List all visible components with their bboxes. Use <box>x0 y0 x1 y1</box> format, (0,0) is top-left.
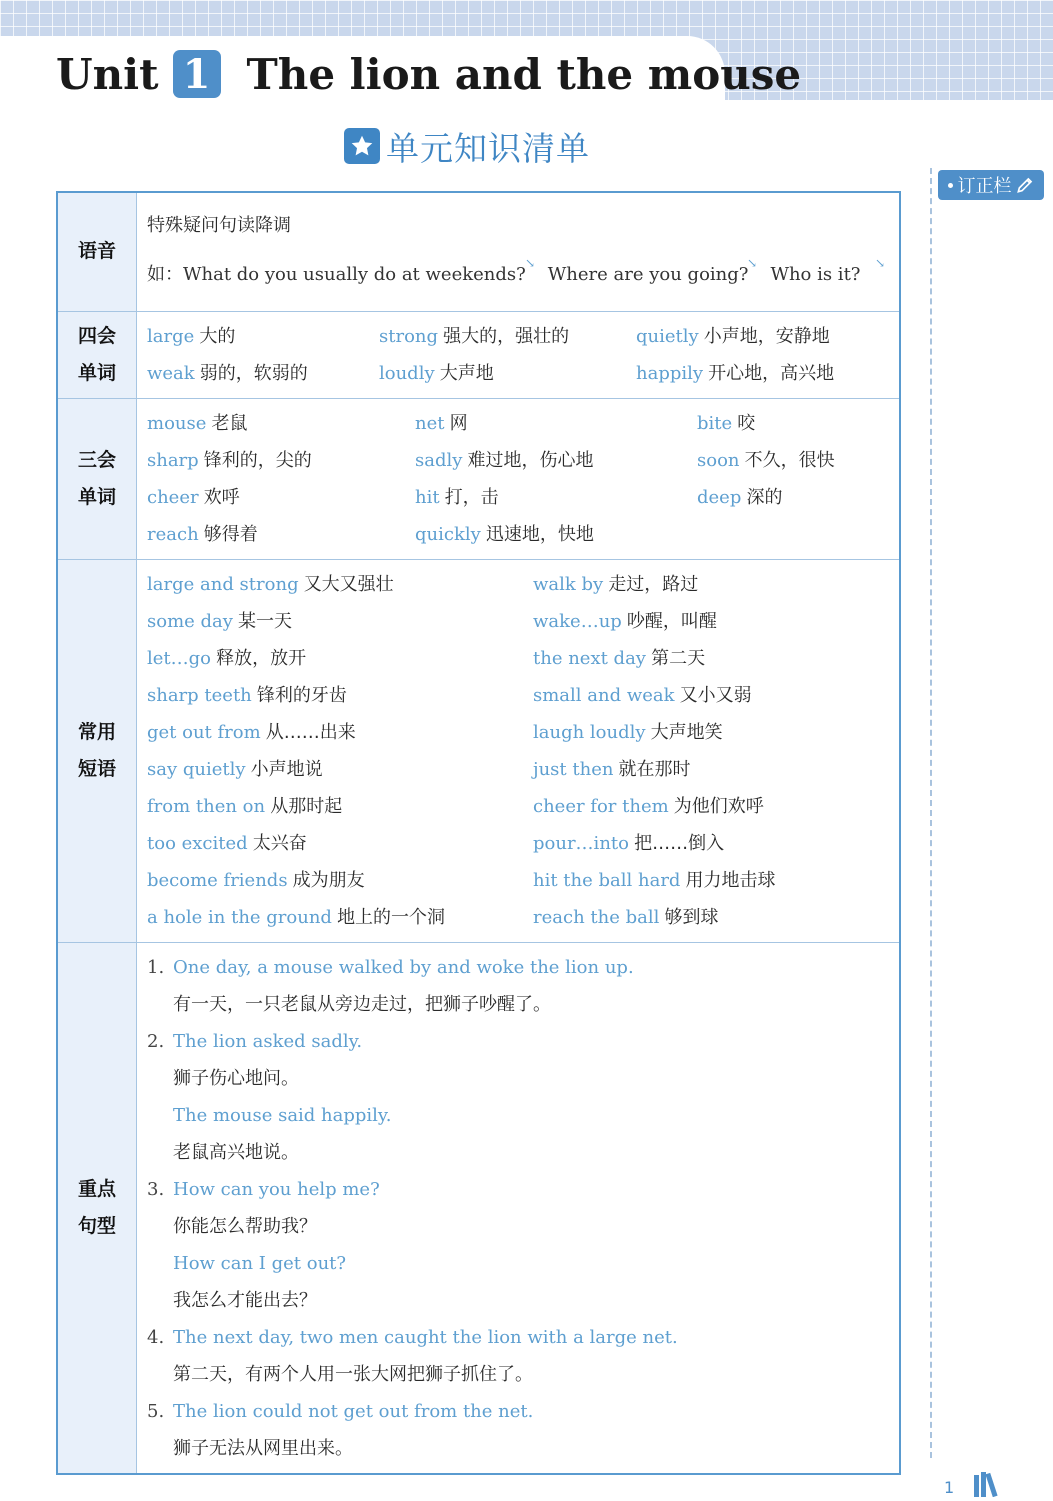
phrase-item: too excited 太兴奋 <box>147 832 307 854</box>
sentence-en: 2. The lion asked sadly. <box>147 1030 363 1052</box>
phrase-item: laugh loudly 大声地笑 <box>533 721 723 743</box>
phrase-item: walk by 走过，路过 <box>533 573 699 595</box>
word-item: cheer 欢呼 <box>147 486 240 508</box>
phrase-item: reach the ball 够到球 <box>533 906 719 928</box>
row-key-sentences <box>57 942 900 1474</box>
sentence-zh: 第二天，有两个人用一张大网把狮子抓住了。 <box>173 1363 533 1385</box>
unit-word: Unit <box>56 49 159 99</box>
row-phrases <box>57 559 900 942</box>
example-question: What do you usually do at weekends? <box>183 263 526 285</box>
word-item: quietly 小声地，安静地 <box>636 325 830 347</box>
word-item: large 大的 <box>147 325 236 347</box>
phrase-item: from then on 从那时起 <box>147 795 343 817</box>
phrase-item: say quietly 小声地说 <box>147 758 323 780</box>
row-four-skill-words <box>57 311 900 398</box>
phrase-item: some day 某一天 <box>147 610 293 632</box>
page-title <box>56 44 801 104</box>
sentence-en: 1. One day, a mouse walked by and woke the lion up. <box>147 956 634 978</box>
word-item: loudly 大声地 <box>379 362 494 384</box>
category-label: 重点 句型 <box>57 942 137 1474</box>
example-question: Who is it? <box>770 263 861 285</box>
sentence-en: 4. The next day, two men caught the lion with a large net. <box>147 1326 678 1348</box>
row-pronunciation <box>57 192 900 311</box>
correction-column-tag <box>938 170 1044 200</box>
row-three-skill-words <box>57 398 900 559</box>
category-label: 常用 短语 <box>57 559 137 942</box>
sentence-en: How can I get out? <box>173 1252 347 1274</box>
bullet-icon <box>948 183 953 188</box>
word-item: deep 深的 <box>697 486 783 508</box>
word-grid <box>147 405 889 553</box>
phrase-item: large and strong 又大又强壮 <box>147 573 394 595</box>
four-skill-words-content <box>137 311 901 398</box>
category-label: 四会 单词 <box>57 311 137 398</box>
phrases-content <box>137 559 901 942</box>
knowledge-table <box>56 191 901 1475</box>
word-grid <box>147 318 889 392</box>
phrase-grid <box>147 566 889 936</box>
falling-tone-arrow-icon: ↘ <box>747 255 758 270</box>
phrase-item: hit the ball hard 用力地击球 <box>533 869 776 891</box>
unit-number-badge: 1 <box>173 50 221 98</box>
phrase-item: become friends 成为朋友 <box>147 869 365 891</box>
phrase-item: a hole in the ground 地上的一个洞 <box>147 906 446 928</box>
phrase-item: small and weak 又小又弱 <box>533 684 752 706</box>
word-item: bite 咬 <box>697 412 756 434</box>
sentence-zh: 我怎么才能出去？ <box>173 1289 317 1311</box>
three-skill-words-content <box>137 398 901 559</box>
sentence-zh: 狮子伤心地问。 <box>173 1067 299 1089</box>
key-sentences-content <box>137 942 901 1474</box>
word-item: reach 够得着 <box>147 523 258 545</box>
word-item: net 网 <box>415 412 468 434</box>
word-item: strong 强大的，强壮的 <box>379 325 570 347</box>
pronunciation-title: 特殊疑问句读降调 <box>147 214 291 236</box>
sentence-zh: 老鼠高兴地说。 <box>173 1141 299 1163</box>
word-item: weak 弱的，软弱的 <box>147 362 308 384</box>
sentence-zh: 狮子无法从网里出来。 <box>173 1437 353 1459</box>
phrase-item: cheer for them 为他们欢呼 <box>533 795 764 817</box>
phrase-item: sharp teeth 锋利的牙齿 <box>147 684 347 706</box>
word-item: sadly 难过地，伤心地 <box>415 449 594 471</box>
section-subtitle <box>344 122 590 170</box>
page-number: 1 <box>944 1478 955 1497</box>
unit-title: The lion and the mouse <box>246 49 802 99</box>
sentence-en: The mouse said happily. <box>173 1104 392 1126</box>
falling-tone-arrow-icon: ↘ <box>875 255 886 270</box>
category-label: 三会 单词 <box>57 398 137 559</box>
phrase-item: just then 就在那时 <box>533 758 691 780</box>
sentence-en: 5. The lion could not get out from the net. <box>147 1400 534 1422</box>
falling-tone-arrow-icon: ↘ <box>525 255 536 270</box>
subtitle-text: 单元知识清单 <box>386 128 590 168</box>
pronunciation-examples: 如：What do you usually do at weekends? Where are you going? Who is it? ↘ ↘ ↘ <box>147 249 889 301</box>
phrase-item: wake…up 吵醒，叫醒 <box>533 610 717 632</box>
sentence-en: 3. How can you help me? <box>147 1178 380 1200</box>
example-question: Where are you going? <box>547 263 749 285</box>
books-logo-icon <box>972 1471 1008 1497</box>
word-item: sharp 锋利的，尖的 <box>147 449 312 471</box>
star-icon <box>344 128 380 164</box>
word-item: soon 不久，很快 <box>697 449 835 471</box>
word-item: quickly 迅速地，快地 <box>415 523 594 545</box>
correction-column-divider <box>930 168 932 1458</box>
word-item: happily 开心地，高兴地 <box>636 362 835 384</box>
category-label: 语音 <box>57 192 137 311</box>
phrase-item: get out from 从……出来 <box>147 721 356 743</box>
phrase-item: let…go 释放，放开 <box>147 647 307 669</box>
phrase-item: pour…into 把……倒入 <box>533 832 725 854</box>
phrase-item: the next day 第二天 <box>533 647 706 669</box>
pronunciation-content <box>137 192 901 311</box>
pencil-icon <box>1015 175 1035 195</box>
word-item: mouse 老鼠 <box>147 412 248 434</box>
correction-column-label: 订正栏 <box>957 176 1012 197</box>
sentence-zh: 你能怎么帮助我？ <box>173 1215 317 1237</box>
sentence-zh: 有一天，一只老鼠从旁边走过，把狮子吵醒了。 <box>173 993 551 1015</box>
word-item: hit 打，击 <box>415 486 499 508</box>
